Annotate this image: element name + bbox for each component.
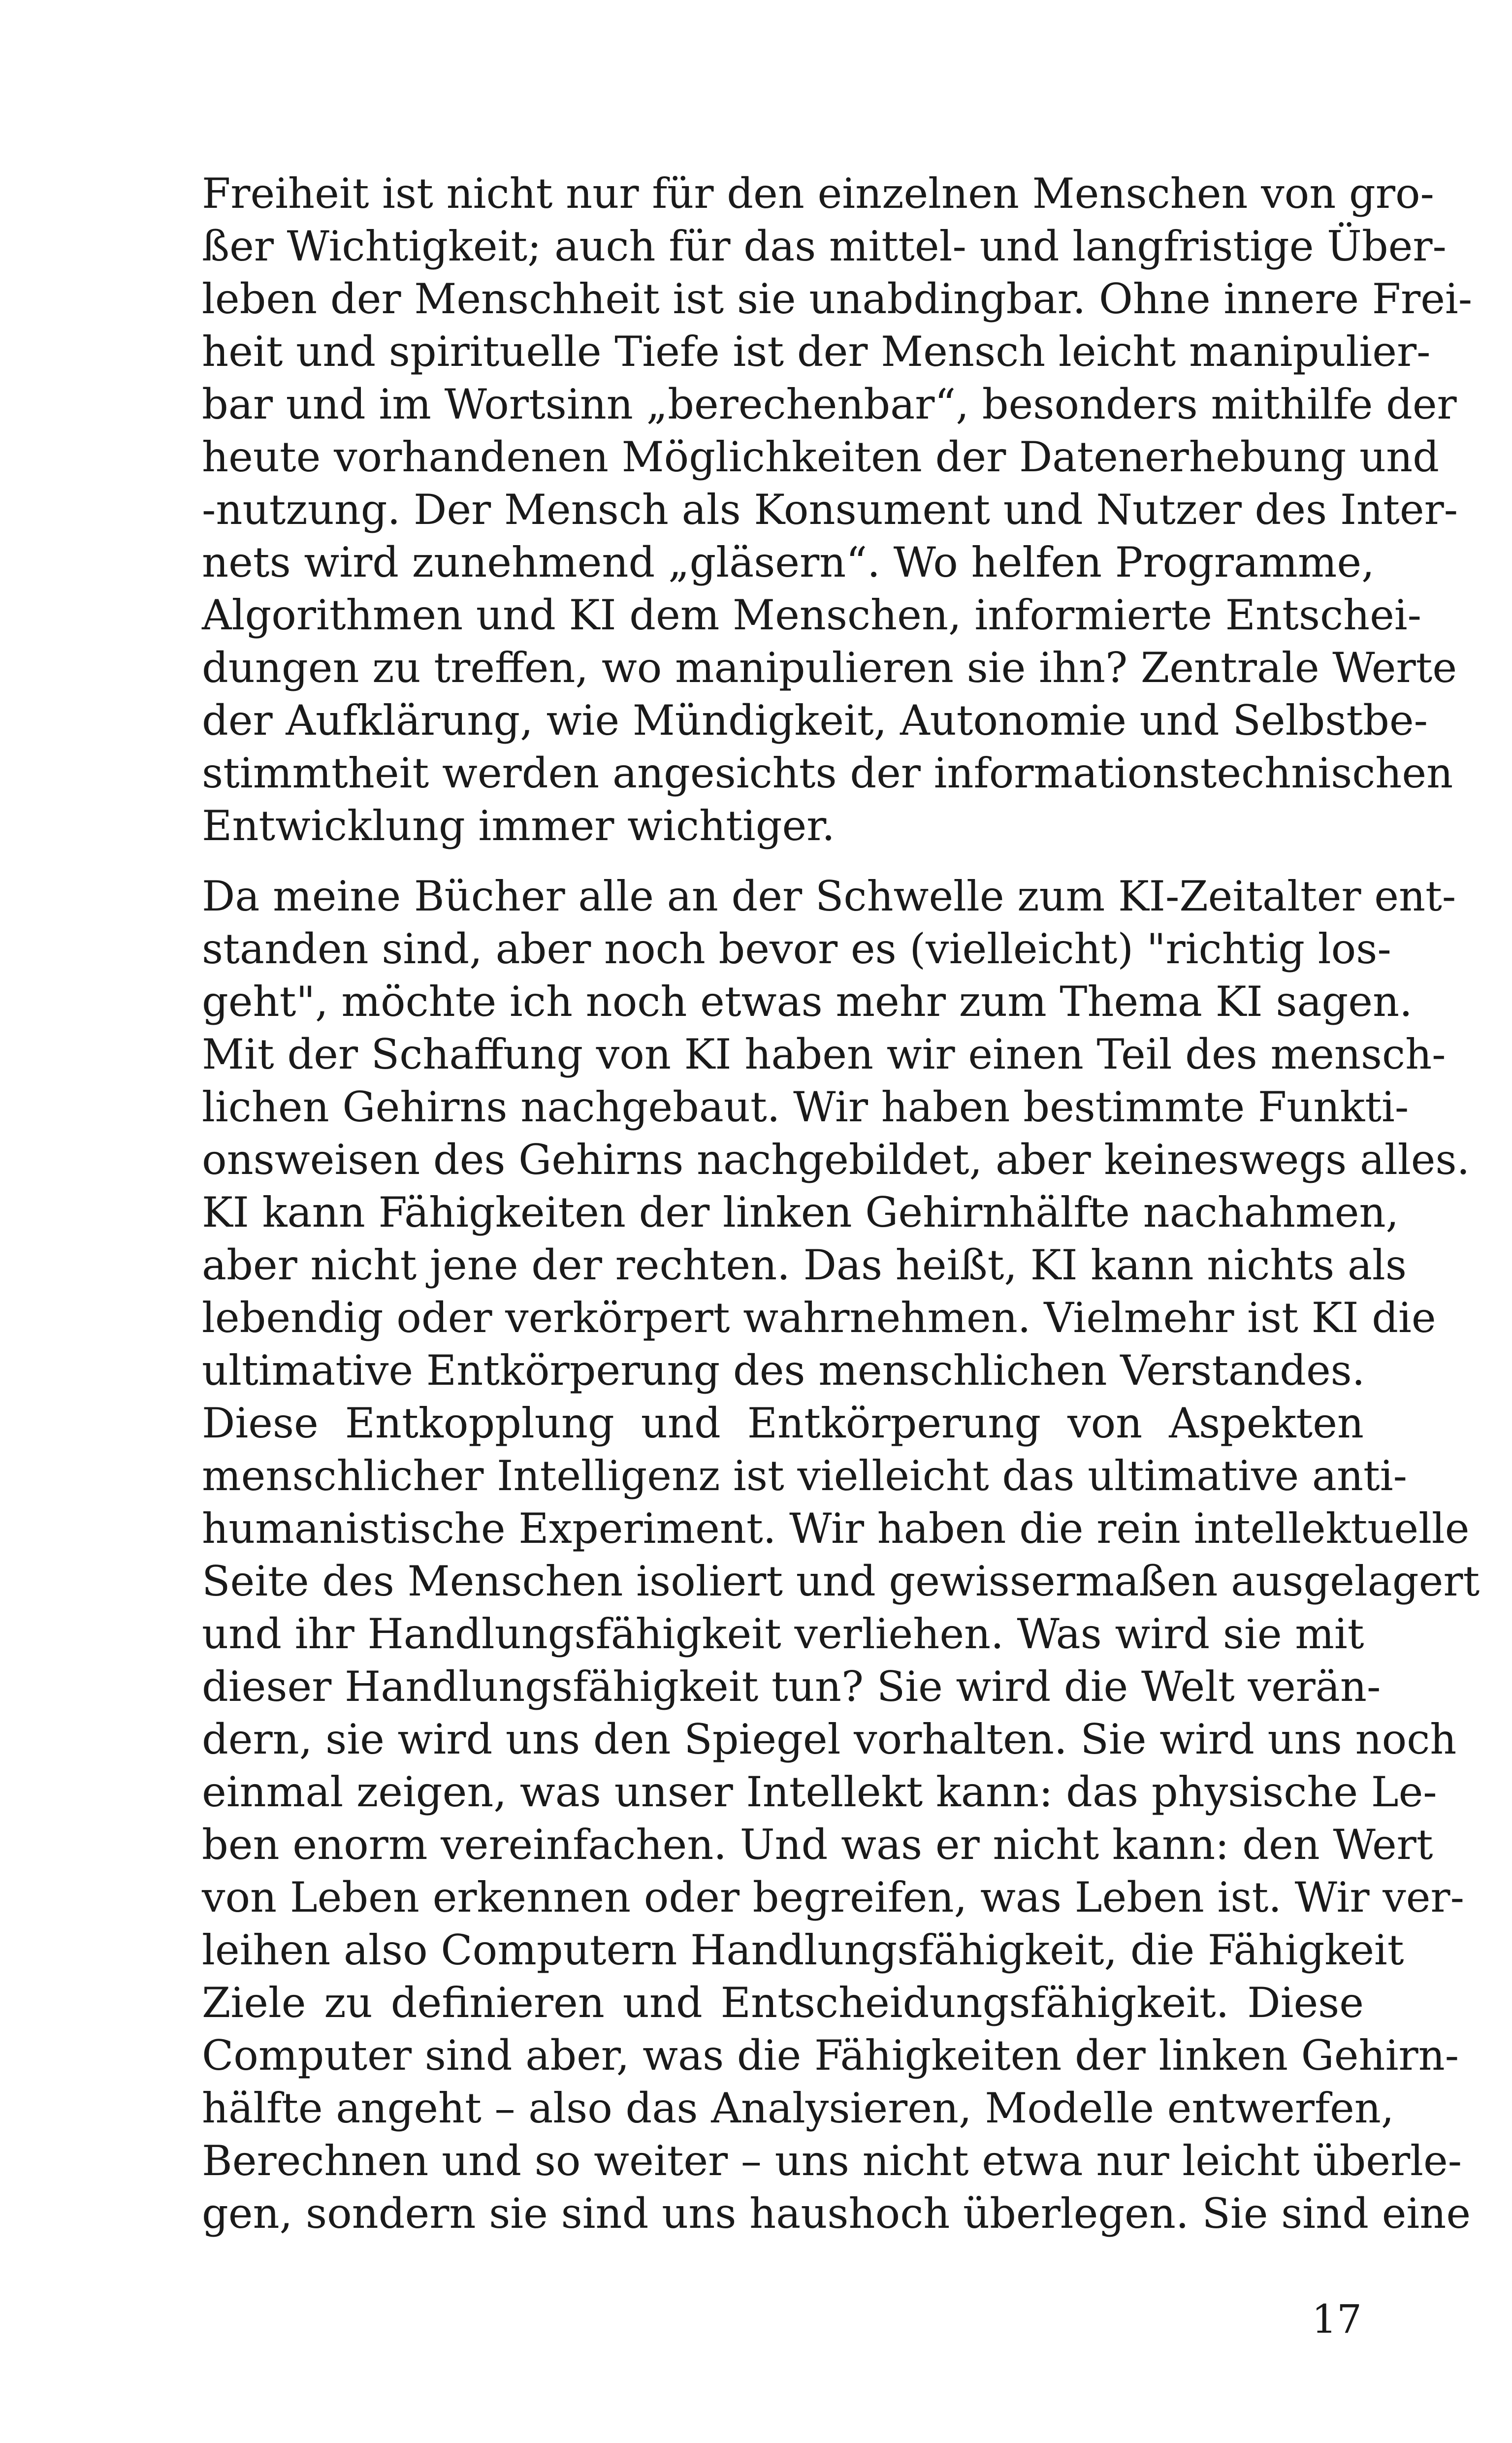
text-line: gen, sondern sie sind uns haushoch überlegen. Sie sind eine [202,2189,1471,2238]
text-line: bar und im Wortsinn „berechenbar“, besonders mithilfe der [202,380,1457,428]
text-line: dieser Handlungsfähigkeit tun? Sie wird die Welt verän- [202,1662,1381,1711]
text-line: Ziele zu definieren und Entscheidungsfähigkeit. Diese [202,1979,1364,2027]
text-line: Seite des Menschen isoliert und gewissermaßen ausgelagert [202,1557,1480,1605]
text-line: Algorithmen und KI dem Menschen, informierte Entschei- [202,591,1422,639]
text-line: Mit der Schaffung von KI haben wir einen Teil des mensch- [202,1030,1446,1078]
text-line: -nutzung. Der Mensch als Konsument und Nutzer des Inter- [202,486,1458,534]
text-line: heit und spirituelle Tiefe ist der Mensch leicht manipulier- [202,327,1431,376]
paragraph-spacer [202,852,1364,870]
text-line: und ihr Handlungsfähigkeit verliehen. Was wird sie mit [202,1610,1364,1658]
text-line: Da meine Bücher alle an der Schwelle zum KI-Zeitalter ent- [202,872,1456,920]
text-line: hälfte angeht – also das Analysieren, Modelle entwerfen, [202,2084,1394,2132]
text-line: heute vorhandenen Möglichkeiten der Datenerhebung und [202,433,1440,481]
text-line: humanistische Experiment. Wir haben die rein intellektuelle [202,1504,1470,1553]
text-line: lebendig oder verkörpert wahrnehmen. Vielmehr ist KI die [202,1294,1436,1342]
text-line: ßer Wichtigkeit; auch für das mittel- und langfristige Über- [202,222,1447,270]
text-line: nets wird zunehmend „gläsern“. Wo helfen Programme, [202,538,1375,586]
text-line: ultimative Entkörperung des menschlichen Verstandes. [202,1346,1365,1395]
text-line: der Aufklärung, wie Mündigkeit, Autonomie und Selbstbe- [202,696,1428,745]
text-line: leihen also Computern Handlungsfähigkeit, die Fähigkeit [202,1926,1404,1974]
text-line: Berechnen und so weiter – uns nicht etwa nur leicht überle- [202,2137,1462,2185]
paragraph-2 [202,870,1480,2240]
page-number: 17 [1312,2296,1362,2342]
text-line: dungen zu treffen, wo manipulieren sie ihn? Zentrale Werte [202,644,1457,692]
paragraph-1 [202,167,1473,852]
body-text [202,167,1480,2240]
text-line: KI kann Fähigkeiten der linken Gehirnhälfte nachahmen, [202,1188,1399,1237]
text-line: onsweisen des Gehirns nachgebildet, aber keineswegs alles. [202,1136,1470,1184]
text-line: Entwicklung immer wichtiger. [202,802,835,850]
text-line: Freiheit ist nicht nur für den einzelnen Menschen von gro- [202,169,1434,218]
text-line: von Leben erkennen oder begreifen, was Leben ist. Wir ver- [202,1873,1464,1922]
text-line: einmal zeigen, was unser Intellekt kann: das physische Le- [202,1768,1437,1816]
text-line: aber nicht jene der rechten. Das heißt, KI kann nichts als [202,1241,1407,1289]
text-line: ben enorm vereinfachen. Und was er nicht kann: den Wert [202,1821,1433,1869]
text-line: stimmtheit werden angesichts der informationstechnischen [202,749,1453,797]
text-line: lichen Gehirns nachgebaut. Wir haben bestimmte Funkti- [202,1083,1409,1131]
text-line: menschlicher Intelligenz ist vielleicht das ultimative anti- [202,1452,1408,1500]
text-line: dern, sie wird uns den Spiegel vorhalten. Sie wird uns noch [202,1715,1457,1763]
text-line: Diese Entkopplung und Entkörperung von Aspekten [202,1399,1364,1447]
text-line: Computer sind aber, was die Fähigkeiten der linken Gehirn- [202,2031,1459,2080]
text-line: geht", möchte ich noch etwas mehr zum Thema KI sagen. [202,977,1413,1026]
text-line: standen sind, aber noch bevor es (vielleicht) "richtig los- [202,925,1391,973]
text-line: leben der Menschheit ist sie unabdingbar. Ohne innere Frei- [202,275,1473,323]
